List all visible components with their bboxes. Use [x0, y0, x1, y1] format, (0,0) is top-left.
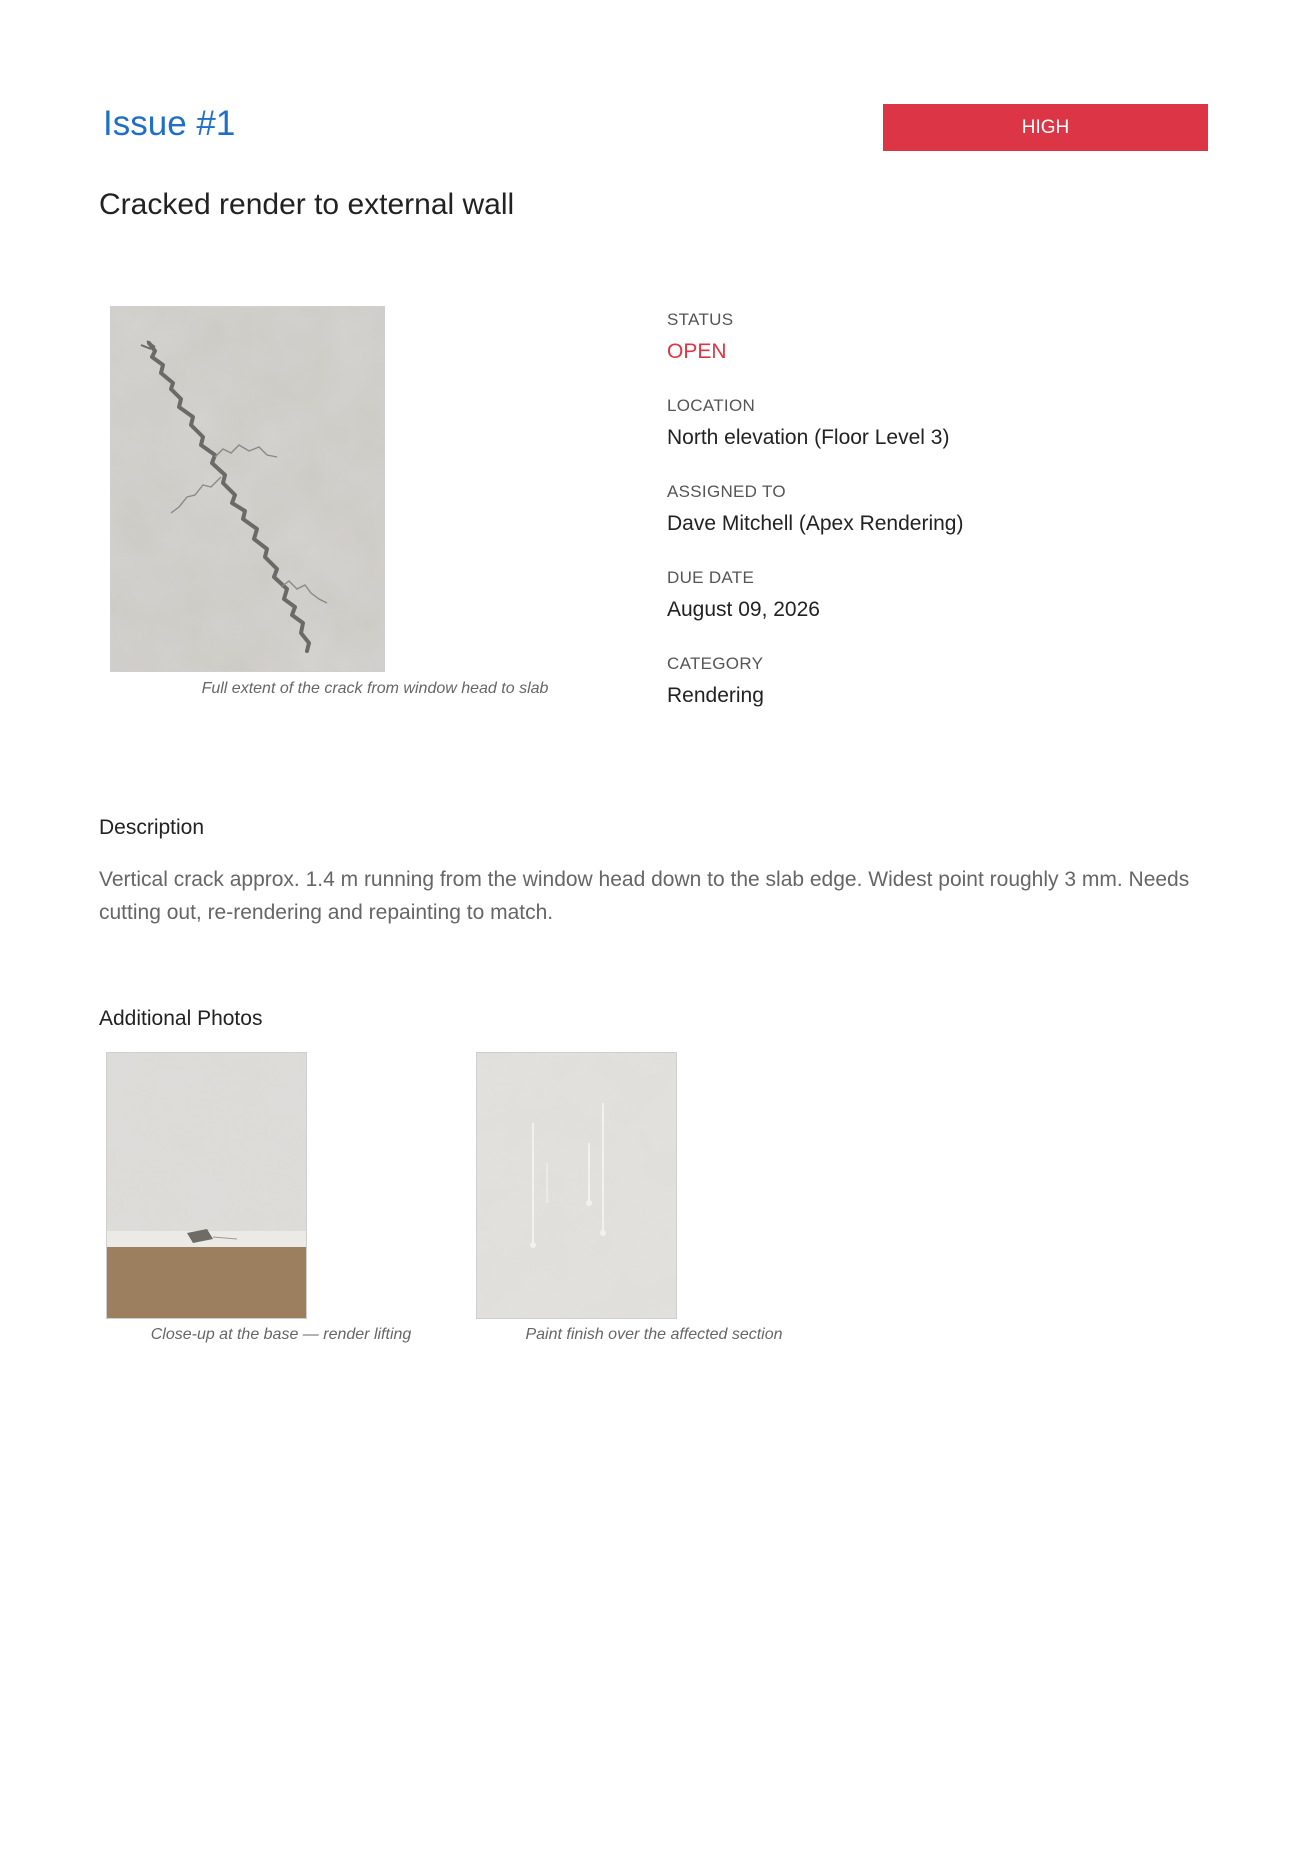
additional-photo-2[interactable] [476, 1052, 677, 1319]
issue-title: Cracked render to external wall [99, 188, 515, 221]
status-value: OPEN [667, 340, 727, 363]
additional-photos-heading: Additional Photos [99, 1007, 263, 1030]
additional-photo-1[interactable] [106, 1052, 307, 1319]
main-photo[interactable] [110, 306, 385, 672]
description-heading: Description [99, 816, 205, 839]
issue-number: Issue #1 [103, 104, 236, 143]
description-text: Vertical crack approx. 1.4 m running from the window head down to the slab edge. Widest point roughly 3 mm. Needs cutting out, re-rendering and repainting to match. [99, 868, 1190, 924]
base-closeup-image [107, 1053, 306, 1318]
assigned-to-value: Dave Mitchell (Apex Rendering) [667, 512, 964, 535]
location-label: LOCATION [667, 396, 756, 415]
location-value: North elevation (Floor Level 3) [667, 426, 950, 449]
status-label: STATUS [667, 310, 734, 329]
paint-finish-image [477, 1053, 676, 1318]
assigned-to-label: ASSIGNED TO [667, 482, 786, 501]
crack-photo-image [111, 307, 384, 671]
category-label: CATEGORY [667, 654, 764, 673]
due-date-value: August 09, 2026 [667, 598, 820, 621]
main-photo-caption: Full extent of the crack from window head to slab [201, 680, 549, 697]
additional-photo-2-caption: Paint finish over the affected section [525, 1326, 783, 1343]
priority-badge: HIGH [883, 104, 1208, 151]
due-date-label: DUE DATE [667, 568, 755, 587]
additional-photo-1-caption: Close-up at the base — render lifting [150, 1326, 412, 1343]
category-value: Rendering [667, 684, 764, 707]
